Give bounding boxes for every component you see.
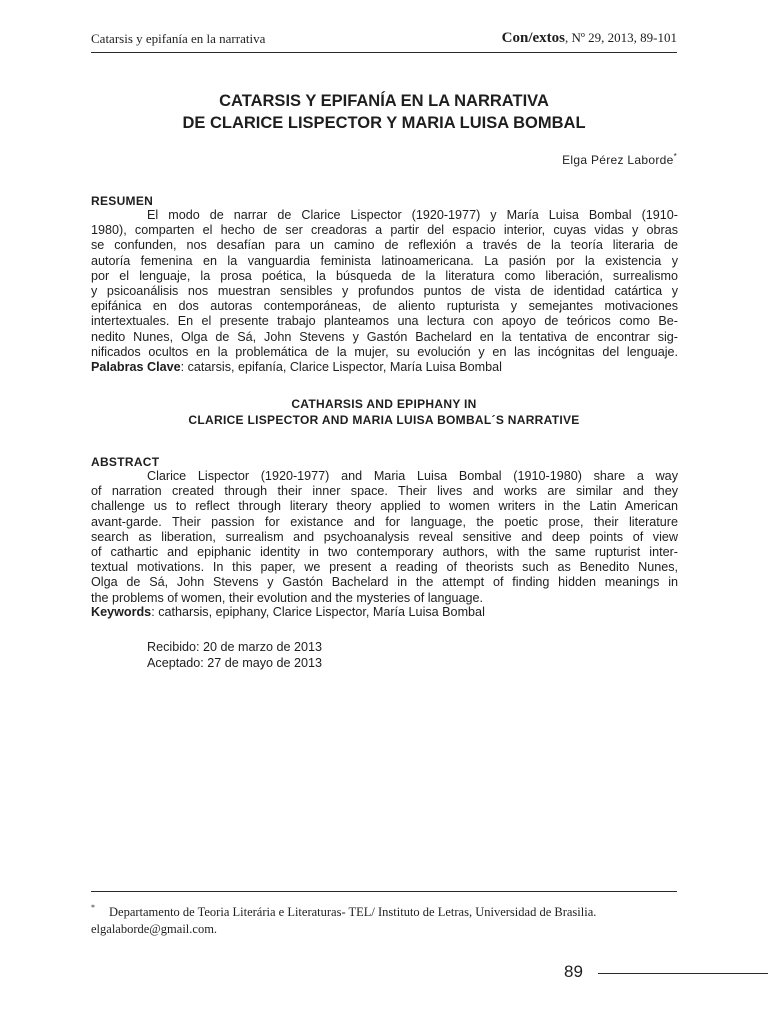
- title-line-1: CATARSIS Y EPIFANÍA EN LA NARRATIVA: [219, 92, 549, 110]
- resumen-line: por el lenguaje, la prosa poética, la búsqueda de la literatura como liberación, surrealismo: [91, 268, 678, 283]
- english-title-line-1: CATHARSIS AND EPIPHANY IN: [291, 397, 477, 411]
- abstract-line: challenge us to reflect through literary theory applied to women writers in the Latin American: [91, 499, 678, 514]
- abstract-keywords: [91, 605, 485, 619]
- journal-citation: [502, 30, 677, 47]
- resumen-line: epifánica en dos autoras contemporáneas, de aliento rupturista y semejantes motivaciones: [91, 299, 678, 314]
- resumen-line: se confunden, nos desafían para un camino de reflexión a través de la teoría literaria de: [91, 238, 678, 253]
- footnote-affiliation: Departamento de Teoria Literária e Literaturas- TEL/ Instituto de Letras, Universidad de Brasilia.: [109, 905, 597, 919]
- english-title: [91, 396, 677, 428]
- accepted-date: Aceptado: 27 de mayo de 2013: [147, 655, 323, 670]
- running-title: Catarsis y epifanía en la narrativa: [91, 31, 266, 46]
- abstract-line: search as liberation, surrealism and psychoanalysis reveal sensitive and deep points of view: [91, 529, 678, 544]
- resumen-keywords: [91, 360, 502, 374]
- resumen-line: nedito Nunes, Olga de Sá, John Stevens y Gastón Bachelard en la tentativa de encontrar sig-: [91, 329, 678, 344]
- resumen-line: 1980), comparten el hecho de ser creadoras a partir del espacio interior, cuyas vidas y obras: [91, 223, 678, 238]
- journal-name: Con/extos: [501, 30, 565, 46]
- author: [562, 152, 677, 167]
- page-number: 89: [564, 962, 583, 981]
- palabras-clave-label: Palabras Clave: [91, 360, 181, 374]
- abstract-line: of narration created through their inner space. Their lives and works are similar and they: [91, 484, 678, 499]
- resumen-line: intertextuales. En el presente trabajo planteamos una lectura con apoyo de teóricos como Be-: [91, 314, 678, 329]
- abstract-line: Olga de Sá, John Stevens y Gastón Bachelard in the attempt of finding hidden meanings in: [91, 575, 678, 590]
- english-title-line-2: CLARICE LISPECTOR AND MARIA LUISA BOMBAL´S NARRATIVE: [188, 413, 580, 427]
- resumen-line: y psicoanálisis nos muestran sensibles y profundos puntos de vista de identidad catártica y: [91, 284, 678, 299]
- resumen-line: nificados ocultos en la problemática de la mujer, su evolución y en las incógnitas del lenguaje.: [91, 344, 678, 359]
- abstract-line: of cathartic and epiphanic identity in two contemporary authors, with the same rupturist inter-: [91, 545, 678, 560]
- keywords-label: Keywords: [91, 605, 152, 619]
- footnote-email: elgalaborde@gmail.com.: [91, 922, 218, 936]
- article-title: [91, 90, 677, 134]
- resumen-line: El modo de narrar de Clarice Lispector (1920-1977) y María Luisa Bombal (1910-: [147, 208, 678, 222]
- abstract-line: textual motivations. In this paper, we present a reading of theorists such as Benedito Nunes,: [91, 560, 678, 575]
- resumen-heading: RESUMEN: [91, 194, 154, 208]
- received-date: Recibido: 20 de marzo de 2013: [147, 640, 323, 654]
- footnote: [91, 899, 681, 938]
- issue-info: , Nº 29, 2013, 89-101: [565, 30, 677, 45]
- abstract-line: the problems of women, their evolution and the mysteries of language.: [91, 590, 484, 605]
- dates-block: [147, 640, 322, 671]
- author-footnote-mark: *: [673, 152, 677, 161]
- abstract-line: Clarice Lispector (1920-1977) and Maria Luisa Bombal (1910-1980) share a way: [147, 469, 678, 483]
- palabras-clave-text: : catarsis, epifanía, Clarice Lispector, María Luisa Bombal: [180, 360, 502, 374]
- author-name: Elga Pérez Laborde: [562, 153, 674, 167]
- footnote-mark: *: [91, 903, 95, 912]
- page-number-rule: [598, 973, 768, 974]
- abstract-body: [91, 469, 678, 606]
- title-line-2: DE CLARICE LISPECTOR Y MARIA LUISA BOMBAL: [182, 114, 586, 132]
- resumen-line: autoría femenina en la vanguardia feminista latinoamericana. La pasión por la existencia y: [91, 253, 678, 268]
- abstract-line: avant-garde. Their passion for existance and for language, the poetic prose, their literature: [91, 514, 678, 529]
- footnote-divider: [91, 891, 677, 892]
- abstract-heading: ABSTRACT: [91, 455, 160, 469]
- running-header: [91, 26, 677, 53]
- keywords-text: : catharsis, epiphany, Clarice Lispector, María Luisa Bombal: [151, 605, 485, 619]
- resumen-body: [91, 208, 678, 360]
